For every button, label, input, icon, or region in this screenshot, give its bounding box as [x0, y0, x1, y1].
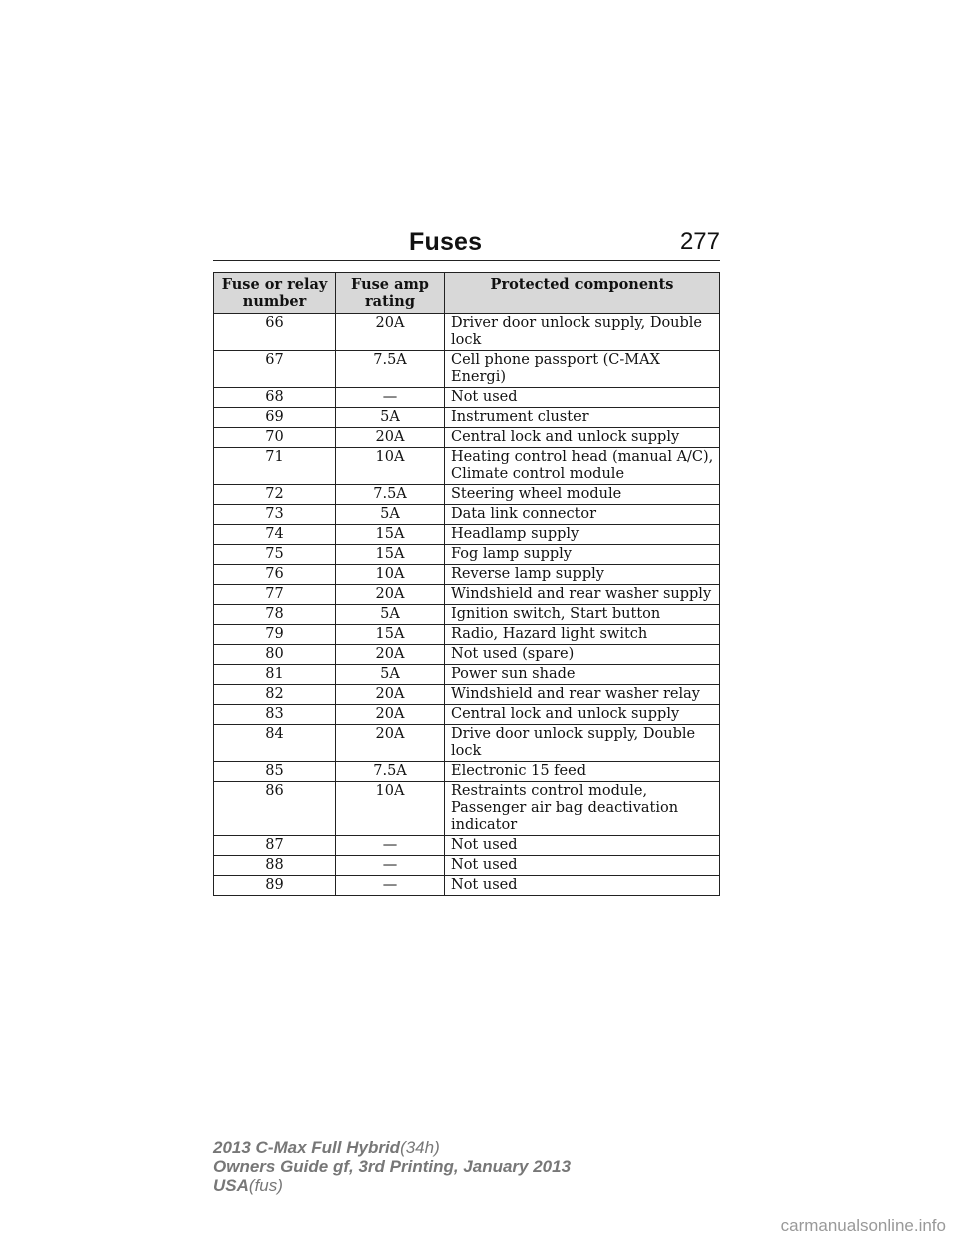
fuse-number-cell: 88	[214, 856, 336, 876]
footer-region-code: (fus)	[248, 1176, 283, 1195]
fuse-amp-cell: 20A	[336, 585, 445, 605]
fuse-amp-cell: 7.5A	[336, 351, 445, 388]
protected-components-cell: Headlamp supply	[445, 525, 720, 545]
protected-components-cell: Reverse lamp supply	[445, 565, 720, 585]
protected-components-cell: Driver door unlock supply, Double lock	[445, 314, 720, 351]
fuse-table-body	[214, 314, 720, 896]
table-row	[214, 782, 720, 836]
fuse-amp-cell: —	[336, 836, 445, 856]
table-row	[214, 665, 720, 685]
fuse-number-cell: 75	[214, 545, 336, 565]
table-row	[214, 685, 720, 705]
column-header-amp: Fuse amp rating	[336, 273, 445, 314]
fuse-number-cell: 80	[214, 645, 336, 665]
protected-components-cell: Windshield and rear washer relay	[445, 685, 720, 705]
fuse-amp-cell: 15A	[336, 525, 445, 545]
table-row	[214, 605, 720, 625]
fuse-number-cell: 87	[214, 836, 336, 856]
table-header-row	[214, 273, 720, 314]
fuse-number-cell: 79	[214, 625, 336, 645]
fuse-amp-cell: 5A	[336, 505, 445, 525]
table-row	[214, 836, 720, 856]
fuse-amp-cell: 10A	[336, 565, 445, 585]
site-watermark: carmanualsonline.info	[780, 1216, 946, 1235]
fuse-amp-cell: 7.5A	[336, 485, 445, 505]
protected-components-cell: Steering wheel module	[445, 485, 720, 505]
protected-components-cell: Instrument cluster	[445, 408, 720, 428]
table-row	[214, 505, 720, 525]
fuse-amp-cell: 5A	[336, 665, 445, 685]
table-row	[214, 585, 720, 605]
fuse-table	[213, 272, 720, 896]
protected-components-cell: Not used	[445, 876, 720, 896]
fuse-number-cell: 76	[214, 565, 336, 585]
protected-components-cell: Not used	[445, 856, 720, 876]
fuse-number-cell: 68	[214, 388, 336, 408]
protected-components-cell: Not used	[445, 836, 720, 856]
fuse-number-cell: 74	[214, 525, 336, 545]
protected-components-cell: Fog lamp supply	[445, 545, 720, 565]
table-row	[214, 408, 720, 428]
footer-region: USA	[213, 1176, 249, 1195]
table-row	[214, 388, 720, 408]
footer-line-2	[213, 1157, 571, 1176]
fuse-amp-cell: 20A	[336, 428, 445, 448]
footer-model-code: (34h)	[400, 1138, 440, 1157]
fuse-number-cell: 89	[214, 876, 336, 896]
table-row	[214, 876, 720, 896]
protected-components-cell: Ignition switch, Start button	[445, 605, 720, 625]
table-row	[214, 565, 720, 585]
protected-components-cell: Data link connector	[445, 505, 720, 525]
fuse-number-cell: 73	[214, 505, 336, 525]
fuse-amp-cell: 5A	[336, 408, 445, 428]
fuse-amp-cell: —	[336, 388, 445, 408]
fuse-number-cell: 85	[214, 762, 336, 782]
fuse-amp-cell: 15A	[336, 545, 445, 565]
fuse-number-cell: 72	[214, 485, 336, 505]
table-row	[214, 645, 720, 665]
table-row	[214, 428, 720, 448]
fuse-amp-cell: 20A	[336, 705, 445, 725]
fuse-amp-cell: 20A	[336, 725, 445, 762]
table-row	[214, 485, 720, 505]
fuse-amp-cell: 7.5A	[336, 762, 445, 782]
footer-line-1	[213, 1138, 571, 1157]
fuse-number-cell: 81	[214, 665, 336, 685]
protected-components-cell: Restraints control module, Passenger air bag deactivation indicator	[445, 782, 720, 836]
fuse-amp-cell: 20A	[336, 645, 445, 665]
table-row	[214, 725, 720, 762]
protected-components-cell: Central lock and unlock supply	[445, 428, 720, 448]
table-row	[214, 705, 720, 725]
column-header-number: Fuse or relay number	[214, 273, 336, 314]
protected-components-cell: Central lock and unlock supply	[445, 705, 720, 725]
section-title: Fuses	[409, 228, 483, 256]
protected-components-cell: Not used	[445, 388, 720, 408]
fuse-amp-cell: 5A	[336, 605, 445, 625]
fuse-number-cell: 84	[214, 725, 336, 762]
protected-components-cell: Not used (spare)	[445, 645, 720, 665]
protected-components-cell: Radio, Hazard light switch	[445, 625, 720, 645]
column-header-components: Protected components	[445, 273, 720, 314]
footer-line-3	[213, 1176, 571, 1195]
protected-components-cell: Heating control head (manual A/C), Climate control module	[445, 448, 720, 485]
fuse-number-cell: 82	[214, 685, 336, 705]
fuse-amp-cell: 10A	[336, 782, 445, 836]
fuse-number-cell: 78	[214, 605, 336, 625]
fuse-amp-cell: 20A	[336, 685, 445, 705]
protected-components-cell: Electronic 15 feed	[445, 762, 720, 782]
page-header	[213, 228, 720, 261]
fuse-number-cell: 86	[214, 782, 336, 836]
table-row	[214, 314, 720, 351]
protected-components-cell: Windshield and rear washer supply	[445, 585, 720, 605]
fuse-number-cell: 69	[214, 408, 336, 428]
document-footer	[213, 1138, 571, 1195]
table-row	[214, 351, 720, 388]
fuse-number-cell: 83	[214, 705, 336, 725]
fuse-number-cell: 77	[214, 585, 336, 605]
protected-components-cell: Power sun shade	[445, 665, 720, 685]
table-row	[214, 762, 720, 782]
table-row	[214, 525, 720, 545]
footer-guide: Owners Guide gf, 3rd Printing, January 2013	[213, 1157, 572, 1176]
fuse-amp-cell: —	[336, 876, 445, 896]
footer-model: 2013 C-Max Full Hybrid	[213, 1138, 401, 1157]
fuse-amp-cell: —	[336, 856, 445, 876]
fuse-amp-cell: 15A	[336, 625, 445, 645]
fuse-number-cell: 67	[214, 351, 336, 388]
page-number: 277	[679, 228, 720, 255]
protected-components-cell: Cell phone passport (C-MAX Energi)	[445, 351, 720, 388]
fuse-amp-cell: 10A	[336, 448, 445, 485]
table-row	[214, 625, 720, 645]
table-row	[214, 545, 720, 565]
fuse-number-cell: 66	[214, 314, 336, 351]
table-row	[214, 448, 720, 485]
table-row	[214, 856, 720, 876]
fuse-amp-cell: 20A	[336, 314, 445, 351]
fuse-number-cell: 70	[214, 428, 336, 448]
protected-components-cell: Drive door unlock supply, Double lock	[445, 725, 720, 762]
fuse-number-cell: 71	[214, 448, 336, 485]
